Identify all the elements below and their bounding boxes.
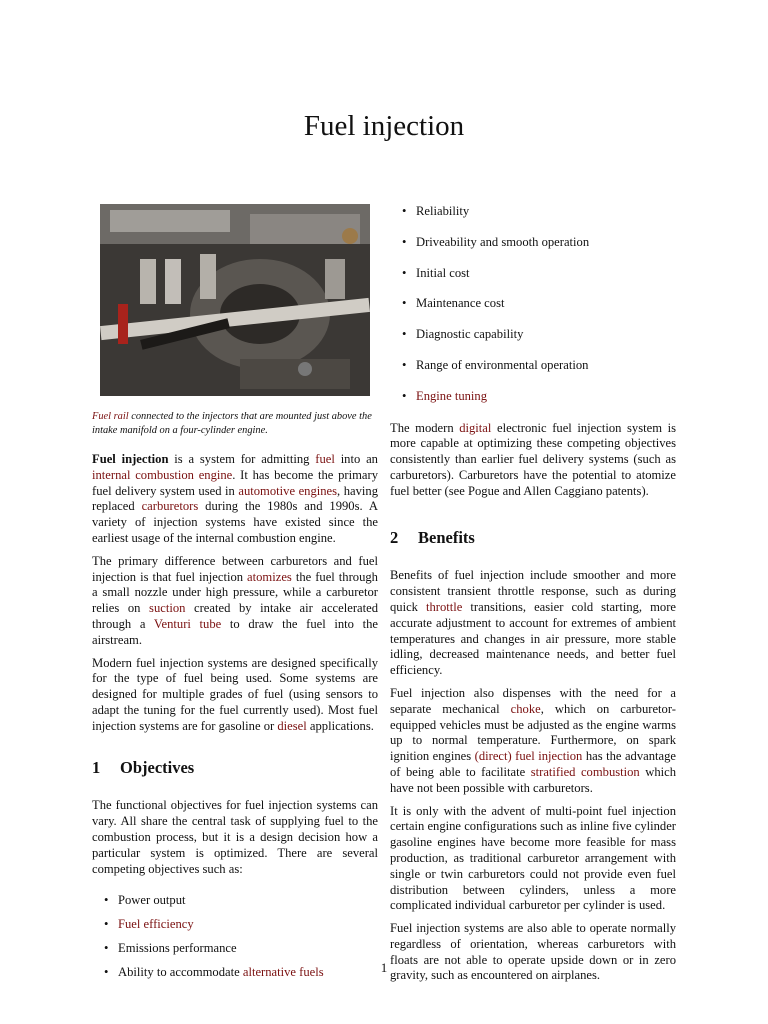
link-carburetors[interactable]: carburetors: [141, 499, 199, 514]
text: to draw the fuel into the airstream.: [92, 616, 378, 647]
text: which have not been possible with carburetors.: [390, 764, 676, 795]
text: Fuel injection also dispenses with the need for a separate mechanical: [390, 685, 676, 716]
text: The primary difference between carburetors and fuel injection is that fuel injection: [92, 553, 378, 584]
engine-photo-illustration: [100, 204, 370, 396]
list-item: • Driveability and smooth operation: [390, 235, 676, 251]
intro-paragraph-2: [92, 554, 378, 649]
link-throttle[interactable]: throttle: [426, 599, 463, 614]
section-title: Objectives: [120, 757, 195, 777]
text: is a system for admitting: [168, 452, 316, 466]
text: has the advantage of being able to facilitate: [390, 749, 677, 779]
text: Modern fuel injection systems are designed specifically for the type of fuel being used. Some systems are designed for multiple grades of fuel (using sensors to adapt the tuning for the fuel currently used). Most fuel injection systems are for gasoline or: [92, 655, 378, 733]
link-engine-tuning[interactable]: Engine tuning: [416, 388, 488, 403]
link-venturi-tube[interactable]: Venturi tube: [153, 616, 222, 631]
list-item: [92, 917, 378, 933]
list-item: • Emissions performance: [92, 941, 378, 957]
link-direct-fuel-injection[interactable]: (direct) fuel injection: [474, 749, 583, 764]
section-number: 1: [92, 757, 101, 777]
list-item: • Reliability: [390, 204, 676, 220]
section-number: 2: [390, 527, 399, 547]
link-suction[interactable]: suction: [149, 601, 186, 616]
page-title: Fuel injection: [303, 110, 465, 142]
text: The modern: [390, 420, 460, 435]
link-automotive-engines[interactable]: automotive engines: [238, 483, 338, 498]
list-item: • Power output: [92, 893, 378, 909]
intro-paragraph-1: [92, 452, 378, 547]
text: applications.: [306, 718, 374, 733]
link-alternative-fuels[interactable]: alternative fuels: [242, 964, 324, 979]
link-stratified-combustion[interactable]: stratified combustion: [530, 764, 640, 779]
list-item: • Diagnostic capability: [390, 327, 676, 343]
link-diesel[interactable]: diesel: [277, 718, 307, 733]
text: Ability to accommodate: [118, 964, 243, 979]
intro-paragraph-3: [92, 656, 378, 735]
text: transitions, easier cold starting, more accurate adjustment to account for extremes of ambient temperatures and changes in air pressure, more stable idling, decreased maintenance needs, and better fuel efficiency.: [390, 599, 676, 678]
benefits-paragraph-2: [390, 686, 676, 797]
benefits-paragraph-1: [390, 568, 676, 679]
list-item: • Maintenance cost: [390, 296, 676, 312]
caption-text: connected to the injectors that are mounted just above the intake manifold on a four-cylinder engine.: [92, 411, 372, 436]
section-heading-benefits: [390, 527, 676, 547]
text: into an: [334, 452, 378, 466]
benefits-paragraph-4: Fuel injection systems are also able to operate normally regardless of orientation, whereas carburetors with floats are not able to operate upside down or in zero gravity, such as encountered on airplanes.: [390, 921, 676, 983]
text: , having replaced: [92, 483, 379, 514]
text: created by intake air accelerated through a: [92, 601, 378, 631]
fuel-rail-link[interactable]: Fuel rail: [92, 411, 129, 422]
right-column: [390, 204, 676, 991]
page-number: 1: [380, 960, 388, 975]
left-column: [92, 452, 378, 981]
figure-caption: [92, 410, 382, 438]
text: electronic fuel injection system is more capable at optimizing these competing objectives consistently than earlier fuel delivery systems (such as carburetors). Carburetors have the potential to atomize fuel better (see Pogue and Allen Caggiano patents).: [390, 420, 676, 498]
objectives-paragraph-2: [390, 421, 676, 500]
link-atomizes[interactable]: atomizes: [247, 569, 292, 584]
link-fuel[interactable]: fuel: [315, 452, 335, 466]
text: . It has become the primary fuel delivery system used in: [92, 467, 378, 498]
section-title: Benefits: [418, 527, 475, 547]
fuel-rail-photo: [100, 204, 370, 396]
objectives-paragraph-1: The functional objectives for fuel injection systems can vary. All share the central task of supplying fuel to the combustion process, but it is a design decision how a particular system is optimized. There are several competing objectives such as:: [92, 798, 378, 876]
list-item: • Initial cost: [390, 266, 676, 282]
list-item: • Range of environmental operation: [390, 358, 676, 374]
text: , which on carburetor-equipped vehicles must be adjusted as the engine warms up to normal temperature. Furthermore, on spark ignition engines: [390, 701, 676, 764]
term-fuel-injection: Fuel injection: [92, 452, 169, 466]
link-digital[interactable]: digital: [459, 420, 492, 435]
text: during the 1980s and 1990s. A variety of injection systems have existed since the earliest usage of the internal combustion engine.: [92, 499, 378, 545]
link-choke[interactable]: choke: [510, 701, 541, 716]
link-fuel-efficiency[interactable]: Fuel efficiency: [118, 917, 194, 932]
list-item: [390, 389, 676, 405]
section-heading-objectives: [92, 757, 378, 777]
objectives-list-right: [390, 204, 676, 405]
benefits-paragraph-3: It is only with the advent of multi-point fuel injection certain engine configurations such as inline five cylinder gasoline engines have become more feasible for mass production, as traditional carburetor arrangement with single or twin carburetors could not provide even fuel distribution between cylinders, unless a more complicated individual carburetor per cylinder is used.: [390, 803, 676, 913]
text: the fuel through a small nozzle under high pressure, while a carburetor relies on: [92, 569, 378, 616]
link-internal-combustion-engine[interactable]: internal combustion engine: [92, 467, 233, 482]
text: Benefits of fuel injection include smoother and more consistent transient throttle response, such as during quick: [390, 568, 676, 614]
